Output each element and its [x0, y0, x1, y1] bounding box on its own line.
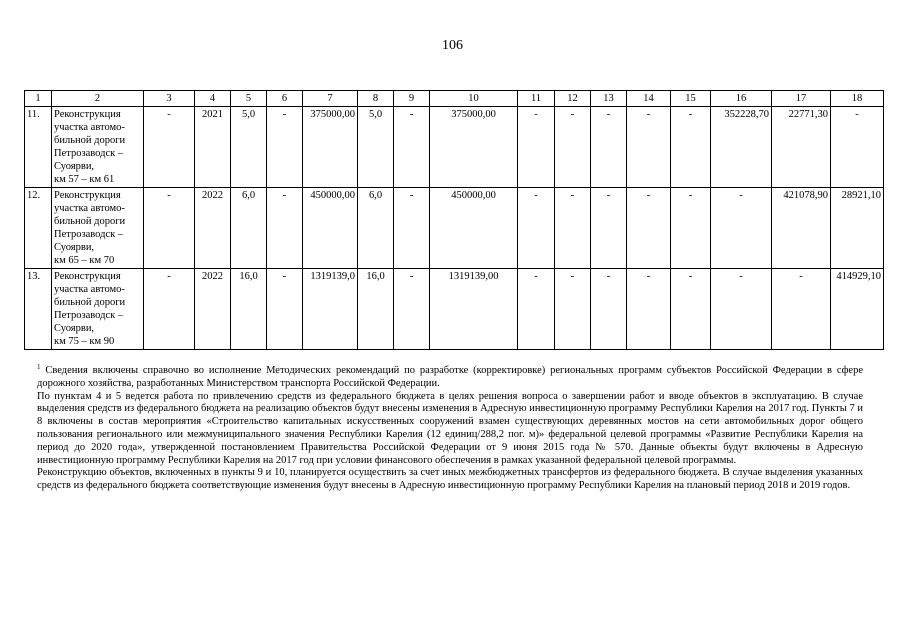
- column-header: 14: [627, 91, 671, 107]
- column-header: 6: [267, 91, 303, 107]
- table-cell: -: [394, 107, 430, 188]
- table-cell: -: [555, 269, 591, 350]
- column-header: 9: [394, 91, 430, 107]
- table-cell: 22771,30: [772, 107, 831, 188]
- table-cell: -: [394, 188, 430, 269]
- table-cell: 414929,10: [831, 269, 884, 350]
- program-table: [24, 90, 884, 350]
- object-name: [52, 188, 144, 269]
- object-name-line: км 57 – км 61: [54, 174, 115, 185]
- object-name-line: участка автомо-: [54, 203, 125, 214]
- object-name-line: Реконструкция: [54, 271, 121, 282]
- table-cell: -: [518, 188, 555, 269]
- object-name-line: км 65 – км 70: [54, 255, 115, 266]
- notes-section: [37, 365, 863, 493]
- column-header: 16: [711, 91, 772, 107]
- table-cell: 450000,00: [430, 188, 518, 269]
- table-row: [25, 107, 884, 188]
- object-name-line: Суоярви,: [54, 242, 95, 253]
- footnote: [37, 365, 863, 391]
- object-name-line: бильной дороги: [54, 135, 126, 146]
- table-cell: -: [627, 188, 671, 269]
- table-cell: -: [144, 269, 195, 350]
- table-row: [25, 188, 884, 269]
- table-cell: -: [555, 107, 591, 188]
- table-cell: -: [671, 269, 711, 350]
- table-cell: 2022: [195, 188, 231, 269]
- column-header: 17: [772, 91, 831, 107]
- object-name-line: Суоярви,: [54, 323, 95, 334]
- table-cell: -: [627, 107, 671, 188]
- footnote-text: Сведения включены справочно во исполнение Методических рекомендаций по разработке (корректировке) региональных программ субъектов Российской Федерации в сфере дорожного хозяйства, разработанных Министерством транспорта Российской Федерации.: [37, 365, 864, 389]
- table-cell: -: [144, 107, 195, 188]
- object-name-line: бильной дороги: [54, 297, 126, 308]
- table-cell: 16,0: [358, 269, 394, 350]
- table-cell: 450000,00: [303, 188, 358, 269]
- table-cell: -: [671, 107, 711, 188]
- table-cell: 1319139,00: [430, 269, 518, 350]
- table-cell: 2022: [195, 269, 231, 350]
- table-cell: -: [671, 188, 711, 269]
- table-cell: 421078,90: [772, 188, 831, 269]
- object-name-line: Суоярви,: [54, 161, 95, 172]
- table-cell: 6,0: [358, 188, 394, 269]
- object-name: [52, 107, 144, 188]
- table-cell: -: [267, 269, 303, 350]
- table-cell: -: [555, 188, 591, 269]
- page-number: 106: [442, 38, 463, 53]
- column-header: 18: [831, 91, 884, 107]
- object-name-line: км 75 – км 90: [54, 336, 115, 347]
- table-cell: 16,0: [231, 269, 267, 350]
- column-header: 5: [231, 91, 267, 107]
- table-cell: 5,0: [358, 107, 394, 188]
- row-number: 11.: [25, 107, 52, 188]
- table-cell: -: [144, 188, 195, 269]
- table-cell: -: [591, 269, 627, 350]
- object-name-line: бильной дороги: [54, 216, 126, 227]
- object-name-line: Петрозаводск –: [54, 148, 124, 159]
- table-cell: -: [518, 107, 555, 188]
- column-header: 3: [144, 91, 195, 107]
- note-paragraph: По пунктам 4 и 5 ведется работа по привлечению средств из федерального бюджета в целях решения вопроса о завершении работ и вводе объектов в эксплуатацию. В случае выделения средств из федерального бюджета на реализацию объектов будут внесены изменения в Адресную инвестиционную программу Республики Карелия на 2017 год. Пункты 7 и 8 включены в состав мероприятия «Строительство капитальных искусственных сооружений взамен существующих деревянных мостов на сети автомобильных дорог общего пользования регионального или межмуниципального значения Республики Карелия (12 единиц/288,2 пог. м)» федеральной целевой программы «Развитие Республики Карелия на период до 2020 года», утвержденной постановлением Правительства Российской Федерации от 9 июня 2015 года № 570. Данные объекты будут включены в Адресную инвестиционную программу Республики Карелия на 2017 год при условии финансового обеспечения в рамках указанной федеральной целевой программы.: [37, 390, 863, 466]
- column-header: 8: [358, 91, 394, 107]
- table-cell: -: [711, 188, 772, 269]
- footnote-mark: 1: [37, 363, 41, 371]
- table-cell: -: [591, 107, 627, 188]
- table-cell: 6,0: [231, 188, 267, 269]
- column-header: 12: [555, 91, 591, 107]
- table-cell: -: [267, 188, 303, 269]
- column-header: 13: [591, 91, 627, 107]
- column-header: 1: [25, 91, 52, 107]
- column-header: 4: [195, 91, 231, 107]
- table-cell: -: [627, 269, 671, 350]
- column-header: 11: [518, 91, 555, 107]
- table-cell: 28921,10: [831, 188, 884, 269]
- object-name-line: Реконструкция: [54, 190, 121, 201]
- column-header: 2: [52, 91, 144, 107]
- table-cell: -: [591, 188, 627, 269]
- table-cell: -: [711, 269, 772, 350]
- table-cell: -: [772, 269, 831, 350]
- table-cell: 352228,70: [711, 107, 772, 188]
- object-name: [52, 269, 144, 350]
- note-paragraph: Реконструкцию объектов, включенных в пункты 9 и 10, планируется осуществить за счет иных межбюджетных трансфертов из федерального бюджета. В случае выделения указанных средств из федерального бюджета соответствующие изменения будут внесены в Адресную инвестиционную программу Республики Карелия на плановый период 2018 и 2019 годов.: [37, 467, 863, 492]
- row-number: 12.: [25, 188, 52, 269]
- table-cell: 2021: [195, 107, 231, 188]
- table-cell: 5,0: [231, 107, 267, 188]
- object-name-line: Петрозаводск –: [54, 229, 124, 240]
- table-row: [25, 269, 884, 350]
- table-cell: -: [394, 269, 430, 350]
- column-header: 10: [430, 91, 518, 107]
- table-header-row: [25, 91, 884, 107]
- object-name-line: Реконструкция: [54, 109, 121, 120]
- object-name-line: участка автомо-: [54, 284, 125, 295]
- table-cell: 375000,00: [430, 107, 518, 188]
- object-name-line: Петрозаводск –: [54, 310, 124, 321]
- object-name-line: участка автомо-: [54, 122, 125, 133]
- column-header: 15: [671, 91, 711, 107]
- table-cell: -: [267, 107, 303, 188]
- table-cell: 1319139,0: [303, 269, 358, 350]
- row-number: 13.: [25, 269, 52, 350]
- table-cell: -: [518, 269, 555, 350]
- column-header: 7: [303, 91, 358, 107]
- table-cell: 375000,00: [303, 107, 358, 188]
- table-cell: -: [831, 107, 884, 188]
